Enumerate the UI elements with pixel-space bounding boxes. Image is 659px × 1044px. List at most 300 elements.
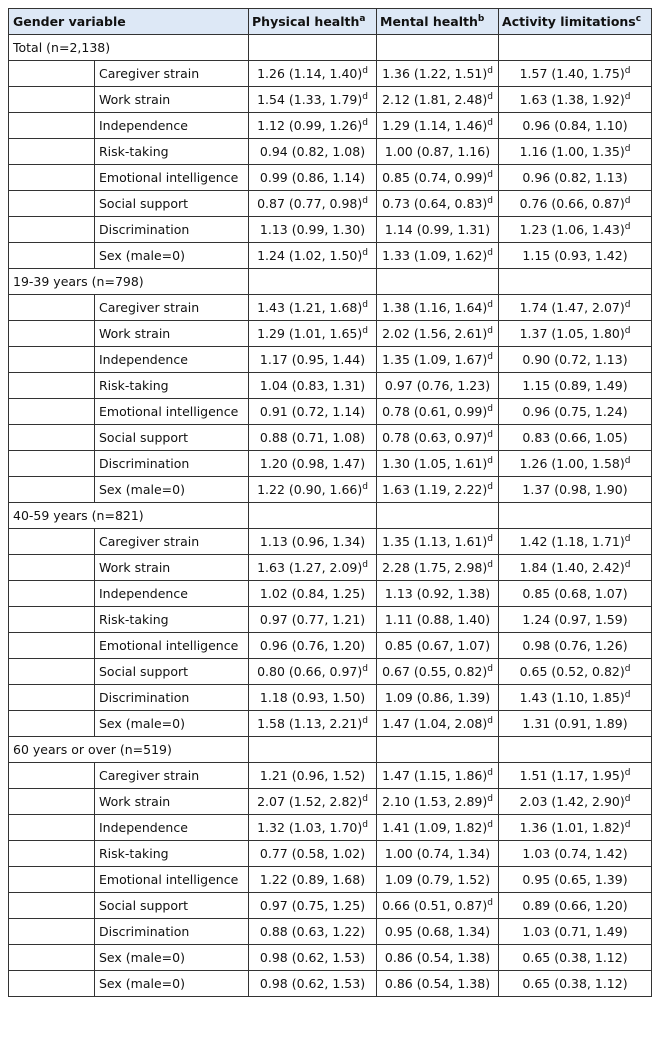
table-row xyxy=(9,139,652,165)
variable-name: Independence xyxy=(95,815,249,841)
header-physical-health xyxy=(249,9,377,35)
indent-cell xyxy=(9,451,95,477)
mental-health-cell xyxy=(377,295,499,321)
activity-limitations-value: 0.90 (0.72, 1.13) xyxy=(522,352,628,367)
variable-name: Work strain xyxy=(95,789,249,815)
variable-name: Sex (male=0) xyxy=(95,243,249,269)
activity-limitations-value: 0.65 (0.38, 1.12) xyxy=(522,950,628,965)
empty-cell xyxy=(249,35,377,61)
significance-marker: d xyxy=(362,66,368,77)
mental-health-value: 1.47 (1.04, 2.08) xyxy=(382,716,488,731)
activity-limitations-cell xyxy=(499,243,652,269)
physical-health-cell xyxy=(249,685,377,711)
physical-health-value: 1.02 (0.84, 1.25) xyxy=(259,586,366,601)
activity-limitations-cell xyxy=(499,945,652,971)
variable-name: Independence xyxy=(95,113,249,139)
activity-limitations-cell xyxy=(499,295,652,321)
mental-health-cell xyxy=(377,347,499,373)
mental-health-value: 1.47 (1.15, 1.86) xyxy=(382,768,488,783)
activity-limitations-value: 0.89 (0.66, 1.20) xyxy=(522,898,628,913)
significance-marker: d xyxy=(487,482,493,493)
activity-limitations-value: 1.42 (1.18, 1.71) xyxy=(519,534,625,549)
significance-marker: d xyxy=(624,144,631,155)
significance-marker: d xyxy=(362,820,368,831)
physical-health-cell xyxy=(249,815,377,841)
physical-health-value: 1.22 (0.89, 1.68) xyxy=(259,872,366,887)
activity-limitations-cell xyxy=(499,87,652,113)
activity-limitations-cell xyxy=(499,61,652,87)
activity-limitations-value: 1.31 (0.91, 1.89) xyxy=(522,716,628,731)
activity-limitations-value: 1.37 (1.05, 1.80) xyxy=(519,326,625,341)
table-row xyxy=(9,243,652,269)
significance-marker: d xyxy=(624,456,631,467)
physical-health-value: 1.13 (0.96, 1.34) xyxy=(259,534,366,549)
physical-health-cell xyxy=(249,243,377,269)
mental-health-cell xyxy=(377,607,499,633)
indent-cell xyxy=(9,373,95,399)
mental-health-value: 0.95 (0.68, 1.34) xyxy=(384,924,491,939)
physical-health-value: 2.07 (1.52, 2.82) xyxy=(257,794,363,809)
activity-limitations-value: 0.76 (0.66, 0.87) xyxy=(519,196,625,211)
physical-health-cell xyxy=(249,919,377,945)
physical-health-value: 1.20 (0.98, 1.47) xyxy=(259,456,366,471)
table-row xyxy=(9,815,652,841)
activity-limitations-cell xyxy=(499,919,652,945)
odds-ratio-table xyxy=(8,8,652,997)
indent-cell xyxy=(9,841,95,867)
mental-health-value: 0.73 (0.64, 0.83) xyxy=(382,196,488,211)
activity-limitations-value: 0.83 (0.66, 1.05) xyxy=(522,430,628,445)
table-row xyxy=(9,659,652,685)
activity-limitations-cell xyxy=(499,685,652,711)
header-physical-health-footnote: a xyxy=(359,14,366,25)
mental-health-cell xyxy=(377,113,499,139)
significance-marker: d xyxy=(624,560,631,571)
physical-health-value: 1.26 (1.14, 1.40) xyxy=(257,66,363,81)
group-label: 19-39 years (n=798) xyxy=(9,269,249,295)
indent-cell xyxy=(9,347,95,373)
mental-health-cell xyxy=(377,893,499,919)
table-row xyxy=(9,867,652,893)
physical-health-cell xyxy=(249,477,377,503)
group-row xyxy=(9,35,652,61)
indent-cell xyxy=(9,555,95,581)
table-row xyxy=(9,971,652,997)
mental-health-value: 2.28 (1.75, 2.98) xyxy=(382,560,488,575)
physical-health-value: 1.63 (1.27, 2.09) xyxy=(257,560,363,575)
mental-health-cell xyxy=(377,425,499,451)
significance-marker: d xyxy=(362,794,368,805)
activity-limitations-value: 1.51 (1.17, 1.95) xyxy=(519,768,625,783)
group-row xyxy=(9,503,652,529)
significance-marker: d xyxy=(362,560,368,571)
variable-name: Risk-taking xyxy=(95,607,249,633)
physical-health-cell xyxy=(249,789,377,815)
activity-limitations-cell xyxy=(499,425,652,451)
group-row xyxy=(9,737,652,763)
empty-cell xyxy=(249,737,377,763)
indent-cell xyxy=(9,321,95,347)
indent-cell xyxy=(9,685,95,711)
activity-limitations-cell xyxy=(499,217,652,243)
indent-cell xyxy=(9,425,95,451)
table-body xyxy=(9,35,652,997)
physical-health-cell xyxy=(249,321,377,347)
mental-health-value: 2.12 (1.81, 2.48) xyxy=(382,92,488,107)
physical-health-value: 0.94 (0.82, 1.08) xyxy=(259,144,366,159)
significance-marker: d xyxy=(362,664,368,675)
variable-name: Emotional intelligence xyxy=(95,399,249,425)
mental-health-cell xyxy=(377,919,499,945)
variable-name: Emotional intelligence xyxy=(95,165,249,191)
indent-cell xyxy=(9,763,95,789)
variable-name: Caregiver strain xyxy=(95,61,249,87)
significance-marker: d xyxy=(487,430,493,441)
variable-name: Emotional intelligence xyxy=(95,633,249,659)
indent-cell xyxy=(9,815,95,841)
activity-limitations-cell xyxy=(499,971,652,997)
indent-cell xyxy=(9,633,95,659)
indent-cell xyxy=(9,893,95,919)
activity-limitations-value: 1.15 (0.93, 1.42) xyxy=(522,248,628,263)
significance-marker: d xyxy=(624,92,631,103)
mental-health-cell xyxy=(377,841,499,867)
mental-health-value: 1.33 (1.09, 1.62) xyxy=(382,248,488,263)
significance-marker: d xyxy=(362,248,368,259)
physical-health-cell xyxy=(249,555,377,581)
physical-health-cell xyxy=(249,893,377,919)
mental-health-value: 0.85 (0.74, 0.99) xyxy=(382,170,488,185)
empty-cell xyxy=(377,35,499,61)
empty-cell xyxy=(499,35,652,61)
group-label: Total (n=2,138) xyxy=(9,35,249,61)
physical-health-value: 0.96 (0.76, 1.20) xyxy=(259,638,366,653)
physical-health-cell xyxy=(249,347,377,373)
mental-health-value: 1.09 (0.79, 1.52) xyxy=(384,872,491,887)
variable-name: Sex (male=0) xyxy=(95,971,249,997)
mental-health-cell xyxy=(377,763,499,789)
physical-health-cell xyxy=(249,945,377,971)
activity-limitations-value: 0.85 (0.68, 1.07) xyxy=(522,586,628,601)
variable-name: Work strain xyxy=(95,321,249,347)
activity-limitations-cell xyxy=(499,867,652,893)
indent-cell xyxy=(9,139,95,165)
physical-health-value: 0.99 (0.86, 1.14) xyxy=(259,170,366,185)
significance-marker: d xyxy=(487,352,493,363)
significance-marker: d xyxy=(362,716,368,727)
activity-limitations-cell xyxy=(499,321,652,347)
significance-marker: d xyxy=(487,248,493,259)
activity-limitations-cell xyxy=(499,113,652,139)
activity-limitations-value: 2.03 (1.42, 2.90) xyxy=(519,794,625,809)
activity-limitations-value: 0.65 (0.38, 1.12) xyxy=(522,976,628,991)
activity-limitations-value: 1.84 (1.40, 2.42) xyxy=(519,560,625,575)
table-row xyxy=(9,399,652,425)
variable-name: Discrimination xyxy=(95,919,249,945)
empty-cell xyxy=(499,269,652,295)
significance-marker: d xyxy=(362,300,368,311)
empty-cell xyxy=(249,503,377,529)
table-container xyxy=(8,8,652,997)
indent-cell xyxy=(9,399,95,425)
activity-limitations-cell xyxy=(499,139,652,165)
variable-name: Risk-taking xyxy=(95,841,249,867)
significance-marker: d xyxy=(487,456,493,467)
variable-name: Sex (male=0) xyxy=(95,477,249,503)
mental-health-cell xyxy=(377,659,499,685)
indent-cell xyxy=(9,971,95,997)
mental-health-value: 1.00 (0.74, 1.34) xyxy=(384,846,491,861)
header-row xyxy=(9,9,652,35)
indent-cell xyxy=(9,113,95,139)
physical-health-cell xyxy=(249,139,377,165)
empty-cell xyxy=(377,269,499,295)
significance-marker: d xyxy=(362,326,368,337)
physical-health-value: 0.77 (0.58, 1.02) xyxy=(259,846,366,861)
mental-health-cell xyxy=(377,451,499,477)
activity-limitations-value: 0.65 (0.52, 0.82) xyxy=(519,664,625,679)
indent-cell xyxy=(9,165,95,191)
physical-health-cell xyxy=(249,867,377,893)
table-row xyxy=(9,685,652,711)
indent-cell xyxy=(9,659,95,685)
mental-health-cell xyxy=(377,373,499,399)
variable-name: Independence xyxy=(95,347,249,373)
mental-health-cell xyxy=(377,87,499,113)
table-row xyxy=(9,113,652,139)
activity-limitations-value: 1.57 (1.40, 1.75) xyxy=(519,66,625,81)
activity-limitations-cell xyxy=(499,399,652,425)
significance-marker: d xyxy=(487,170,493,181)
mental-health-value: 1.09 (0.86, 1.39) xyxy=(384,690,491,705)
physical-health-cell xyxy=(249,217,377,243)
mental-health-value: 1.35 (1.09, 1.67) xyxy=(382,352,488,367)
activity-limitations-cell xyxy=(499,789,652,815)
significance-marker: d xyxy=(362,196,368,207)
header-activity-limitations-label: Activity limitations xyxy=(502,14,636,29)
activity-limitations-value: 1.15 (0.89, 1.49) xyxy=(522,378,628,393)
significance-marker: d xyxy=(487,898,493,909)
mental-health-cell xyxy=(377,477,499,503)
significance-marker: d xyxy=(362,92,368,103)
physical-health-value: 1.29 (1.01, 1.65) xyxy=(257,326,363,341)
mental-health-value: 0.86 (0.54, 1.38) xyxy=(384,950,491,965)
significance-marker: d xyxy=(624,196,631,207)
significance-marker: d xyxy=(487,664,493,675)
physical-health-value: 0.97 (0.77, 1.21) xyxy=(259,612,366,627)
mental-health-value: 0.86 (0.54, 1.38) xyxy=(384,976,491,991)
significance-marker: d xyxy=(487,534,493,545)
activity-limitations-value: 1.36 (1.01, 1.82) xyxy=(519,820,625,835)
physical-health-value: 1.12 (0.99, 1.26) xyxy=(257,118,363,133)
mental-health-value: 0.78 (0.63, 0.97) xyxy=(382,430,488,445)
variable-name: Work strain xyxy=(95,555,249,581)
physical-health-value: 0.91 (0.72, 1.14) xyxy=(259,404,366,419)
physical-health-cell xyxy=(249,451,377,477)
mental-health-cell xyxy=(377,971,499,997)
mental-health-value: 0.85 (0.67, 1.07) xyxy=(384,638,491,653)
mental-health-cell xyxy=(377,321,499,347)
significance-marker: d xyxy=(362,482,368,493)
variable-name: Sex (male=0) xyxy=(95,945,249,971)
significance-marker: d xyxy=(487,716,493,727)
variable-name: Emotional intelligence xyxy=(95,867,249,893)
group-row xyxy=(9,269,652,295)
empty-cell xyxy=(377,503,499,529)
physical-health-value: 1.17 (0.95, 1.44) xyxy=(259,352,366,367)
mental-health-cell xyxy=(377,815,499,841)
activity-limitations-cell xyxy=(499,555,652,581)
physical-health-cell xyxy=(249,971,377,997)
table-row xyxy=(9,425,652,451)
physical-health-value: 1.32 (1.03, 1.70) xyxy=(257,820,363,835)
physical-health-cell xyxy=(249,633,377,659)
physical-health-value: 1.18 (0.93, 1.50) xyxy=(259,690,366,705)
significance-marker: d xyxy=(487,560,493,571)
physical-health-value: 1.43 (1.21, 1.68) xyxy=(257,300,363,315)
significance-marker: d xyxy=(487,768,493,779)
physical-health-cell xyxy=(249,763,377,789)
activity-limitations-cell xyxy=(499,477,652,503)
table-row xyxy=(9,295,652,321)
header-gender-variable-label: Gender variable xyxy=(13,14,126,29)
variable-name: Sex (male=0) xyxy=(95,711,249,737)
mental-health-cell xyxy=(377,243,499,269)
activity-limitations-value: 0.95 (0.65, 1.39) xyxy=(522,872,628,887)
header-mental-health xyxy=(377,9,499,35)
activity-limitations-cell xyxy=(499,659,652,685)
header-activity-limitations-footnote: c xyxy=(635,14,642,25)
mental-health-cell xyxy=(377,685,499,711)
significance-marker: d xyxy=(624,664,631,675)
significance-marker: d xyxy=(624,820,631,831)
significance-marker: d xyxy=(624,794,631,805)
indent-cell xyxy=(9,867,95,893)
mental-health-cell xyxy=(377,61,499,87)
significance-marker: d xyxy=(624,768,631,779)
mental-health-value: 1.13 (0.92, 1.38) xyxy=(384,586,491,601)
variable-name: Discrimination xyxy=(95,451,249,477)
significance-marker: d xyxy=(487,404,493,415)
indent-cell xyxy=(9,87,95,113)
physical-health-cell xyxy=(249,659,377,685)
table-row xyxy=(9,191,652,217)
significance-marker: d xyxy=(487,820,493,831)
significance-marker: d xyxy=(362,118,368,129)
physical-health-cell xyxy=(249,425,377,451)
indent-cell xyxy=(9,711,95,737)
table-row xyxy=(9,477,652,503)
activity-limitations-cell xyxy=(499,711,652,737)
activity-limitations-value: 0.98 (0.76, 1.26) xyxy=(522,638,628,653)
significance-marker: d xyxy=(624,326,631,337)
variable-name: Caregiver strain xyxy=(95,529,249,555)
significance-marker: d xyxy=(624,690,631,701)
group-label: 60 years or over (n=519) xyxy=(9,737,249,763)
significance-marker: d xyxy=(487,92,493,103)
activity-limitations-cell xyxy=(499,893,652,919)
activity-limitations-cell xyxy=(499,529,652,555)
empty-cell xyxy=(499,503,652,529)
significance-marker: d xyxy=(487,66,493,77)
table-row xyxy=(9,87,652,113)
indent-cell xyxy=(9,581,95,607)
significance-marker: d xyxy=(624,300,631,311)
activity-limitations-cell xyxy=(499,581,652,607)
physical-health-value: 1.22 (0.90, 1.66) xyxy=(257,482,363,497)
physical-health-value: 0.98 (0.62, 1.53) xyxy=(259,950,366,965)
activity-limitations-cell xyxy=(499,815,652,841)
significance-marker: d xyxy=(487,196,493,207)
table-row xyxy=(9,581,652,607)
header-physical-health-label: Physical health xyxy=(252,14,360,29)
activity-limitations-value: 0.96 (0.75, 1.24) xyxy=(522,404,628,419)
indent-cell xyxy=(9,477,95,503)
mental-health-value: 1.30 (1.05, 1.61) xyxy=(382,456,488,471)
variable-name: Risk-taking xyxy=(95,373,249,399)
physical-health-value: 1.58 (1.13, 2.21) xyxy=(257,716,363,731)
physical-health-value: 1.24 (1.02, 1.50) xyxy=(257,248,363,263)
table-header xyxy=(9,9,652,35)
table-row xyxy=(9,945,652,971)
physical-health-value: 1.54 (1.33, 1.79) xyxy=(257,92,363,107)
activity-limitations-value: 1.23 (1.06, 1.43) xyxy=(519,222,625,237)
activity-limitations-cell xyxy=(499,165,652,191)
variable-name: Caregiver strain xyxy=(95,295,249,321)
indent-cell xyxy=(9,945,95,971)
table-row xyxy=(9,555,652,581)
variable-name: Caregiver strain xyxy=(95,763,249,789)
mental-health-cell xyxy=(377,399,499,425)
activity-limitations-value: 1.03 (0.71, 1.49) xyxy=(522,924,628,939)
activity-limitations-cell xyxy=(499,373,652,399)
mental-health-cell xyxy=(377,529,499,555)
physical-health-cell xyxy=(249,607,377,633)
variable-name: Work strain xyxy=(95,87,249,113)
table-row xyxy=(9,321,652,347)
header-mental-health-footnote: b xyxy=(477,14,485,25)
significance-marker: d xyxy=(624,66,631,77)
physical-health-value: 1.04 (0.83, 1.31) xyxy=(259,378,366,393)
variable-name: Social support xyxy=(95,425,249,451)
indent-cell xyxy=(9,919,95,945)
activity-limitations-value: 1.43 (1.10, 1.85) xyxy=(519,690,625,705)
indent-cell xyxy=(9,607,95,633)
variable-name: Social support xyxy=(95,191,249,217)
mental-health-value: 0.78 (0.61, 0.99) xyxy=(382,404,488,419)
indent-cell xyxy=(9,529,95,555)
activity-limitations-cell xyxy=(499,763,652,789)
table-row xyxy=(9,347,652,373)
indent-cell xyxy=(9,243,95,269)
physical-health-cell xyxy=(249,373,377,399)
variable-name: Risk-taking xyxy=(95,139,249,165)
physical-health-value: 1.13 (0.99, 1.30) xyxy=(259,222,366,237)
physical-health-cell xyxy=(249,295,377,321)
activity-limitations-value: 1.63 (1.38, 1.92) xyxy=(519,92,625,107)
activity-limitations-value: 1.16 (1.00, 1.35) xyxy=(519,144,625,159)
physical-health-cell xyxy=(249,113,377,139)
table-row xyxy=(9,165,652,191)
physical-health-value: 0.98 (0.62, 1.53) xyxy=(259,976,366,991)
mental-health-value: 1.14 (0.99, 1.31) xyxy=(384,222,491,237)
physical-health-value: 0.87 (0.77, 0.98) xyxy=(257,196,363,211)
indent-cell xyxy=(9,217,95,243)
mental-health-value: 1.36 (1.22, 1.51) xyxy=(382,66,488,81)
mental-health-value: 1.41 (1.09, 1.82) xyxy=(382,820,488,835)
table-row xyxy=(9,529,652,555)
mental-health-cell xyxy=(377,581,499,607)
